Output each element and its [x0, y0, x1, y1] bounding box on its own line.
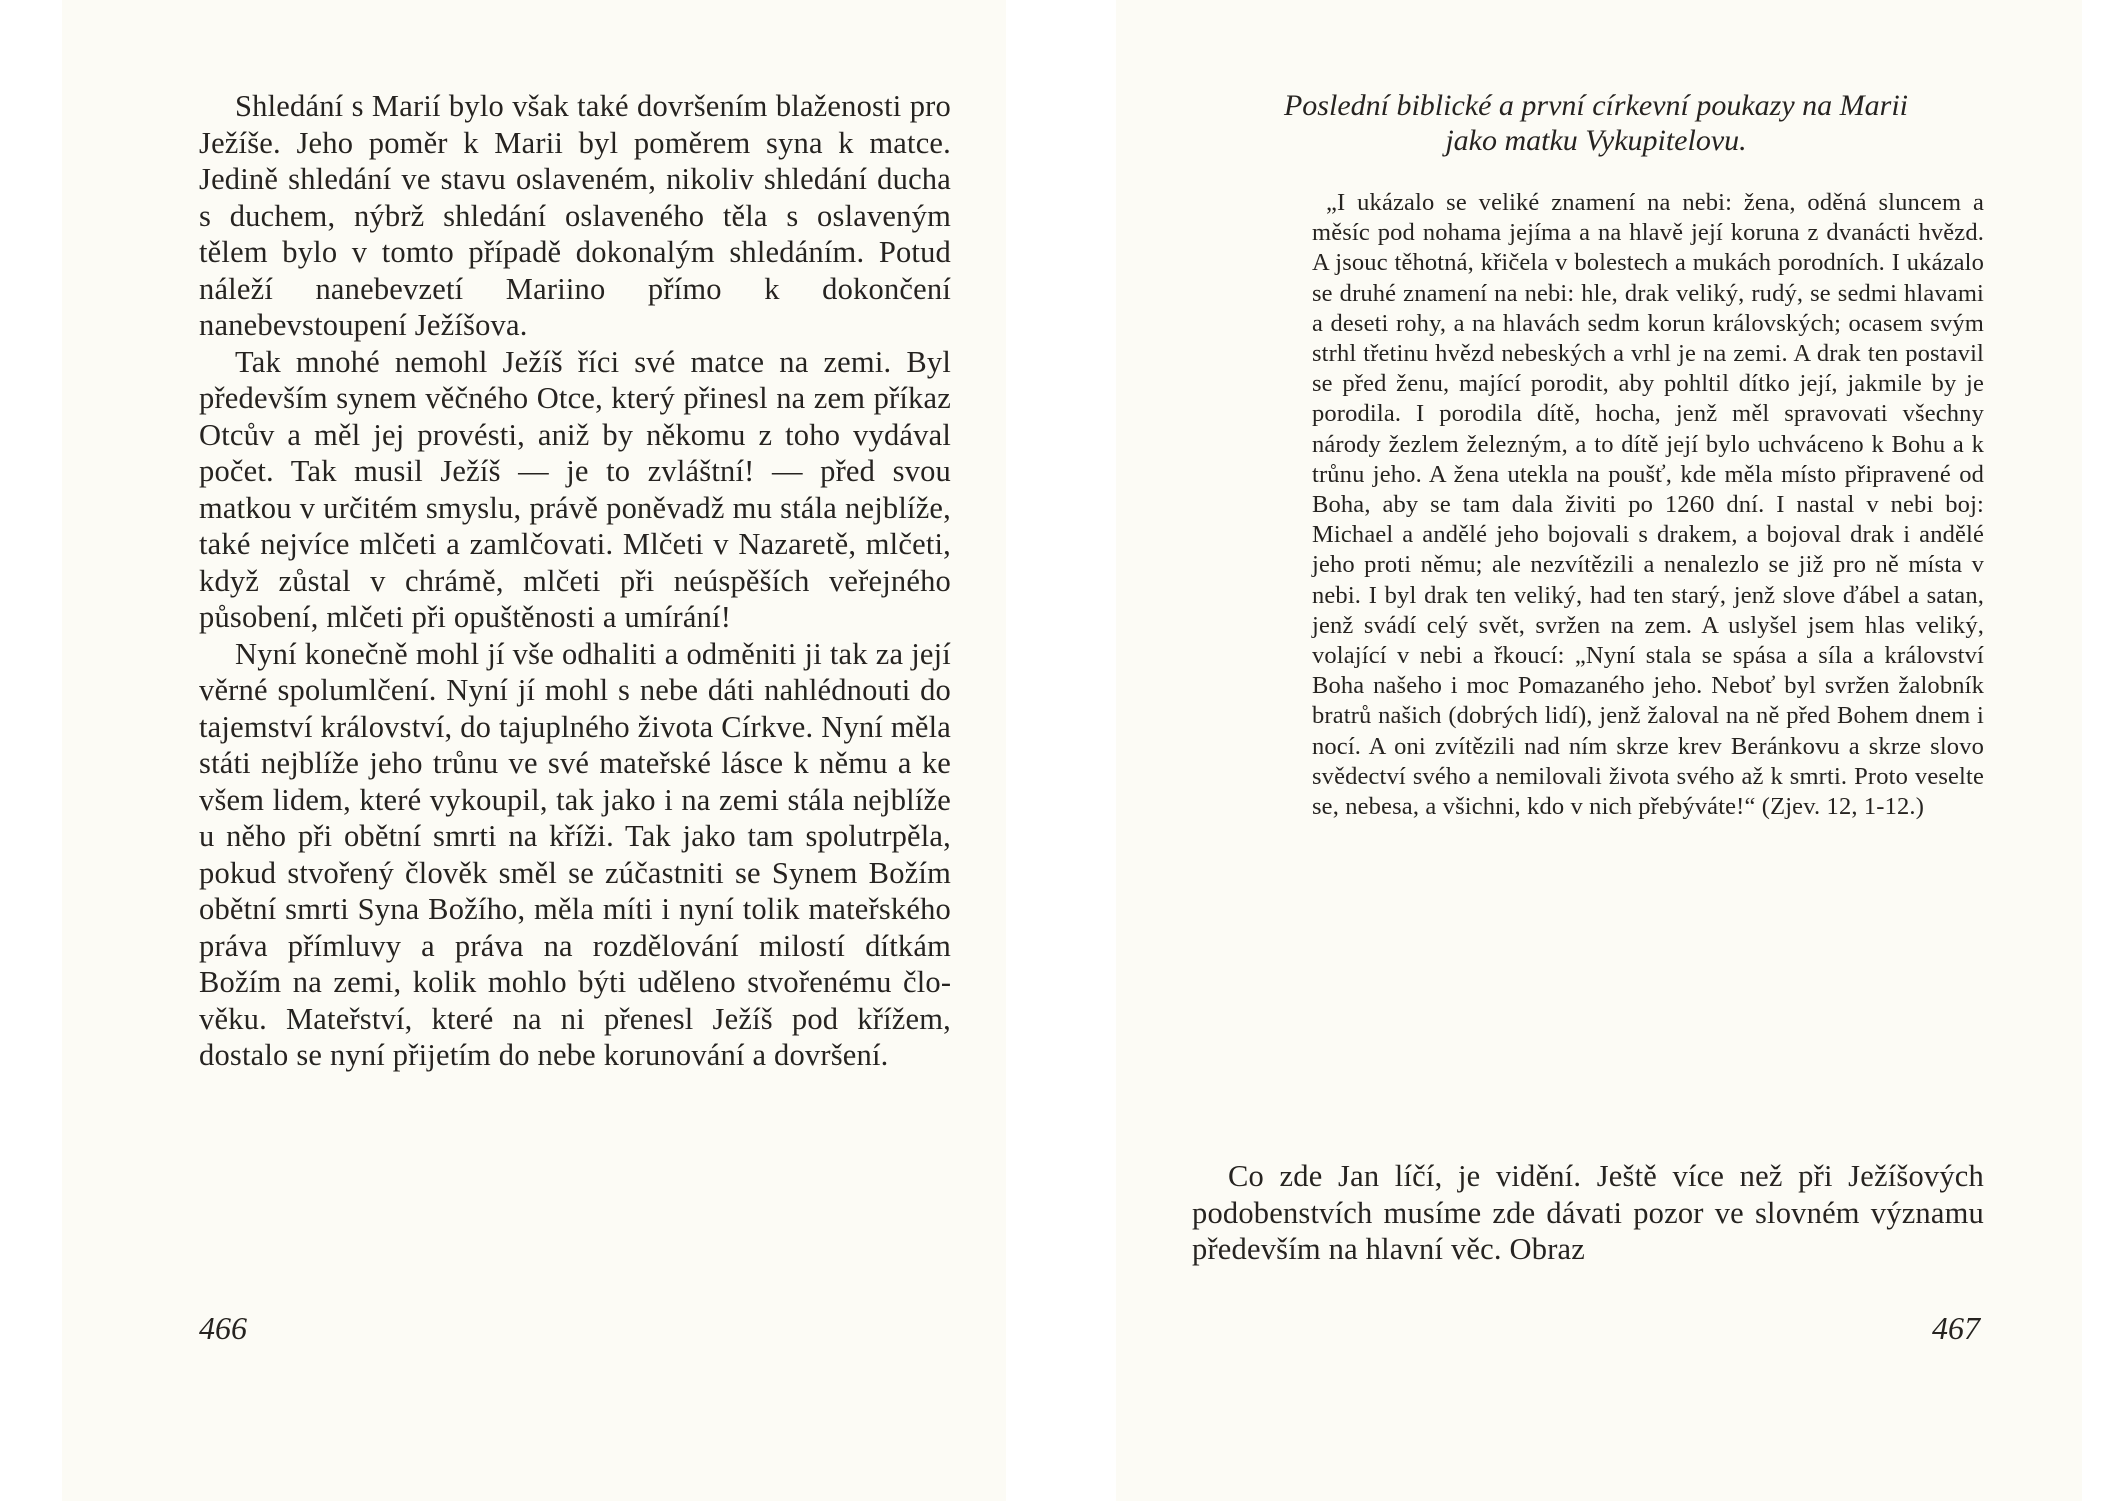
heading-line: jako matku Vykupitelovu. [1445, 124, 1747, 157]
paragraph: Tak mnohé nemohl Ježíš říci své matce na zemi. Byl především synem věčného Otce, který přinesl na zem příkaz Otcův a měl jej provésti, aniž by někomu z toho vydával počet. Tak musil Ježíš — je to zvláštní! — před svou matkou v určitém smyslu, právě poněvadž mu stála nejblíže, také nejvíce mlčeti a zamlčovati. Mlčeti v Nazaretě, mlčeti, když zůstal v chrámě, mlčeti při neúspěších veřejného působení, mlčeti při opuštěnosti a umírání! [199, 344, 951, 634]
heading-line: Poslední biblické a první církevní poukazy na Marii [1283, 89, 1908, 122]
right-page-body [1192, 1158, 1984, 1268]
quote-text: „I ukázalo se veliké znamení na nebi: žena, oděná sluncem a měsíc pod nohama jejíma a na hlavě její koruna z dvanácti hvězd. A jsouc těhotná, křičela v bolestech a mukách porodních. I ukázalo se druhé znamení na nebi: hle, drak veliký, rudý, se sedmi hlavami a deseti rohy, a na hlavách sedm korun královských; ocasem svým strhl třetinu hvězd nebeských a vrhl je na zemi. A drak ten postavil se před ženu, mající porodit, aby pohltil dítko její, jakmile by je porodila. I porodila dítě, hocha, jenž měl spravovati všechny národy žezlem železným, a to dítě její bylo uchváceno k Bohu a k trůnu jeho. A žena utekla na poušť, kde měla místo připravené od Boha, aby se tam dala živiti po 1260 dní. I nastal v nebi boj: Michael a andělé jeho bojovali s drakem, a bojoval drak i andělé jeho proti němu; ale nezvítězili a nenalezlo se již pro ně místa v nebi. I byl drak ten veliký, had ten starý, jenž slove ďábel a satan, jenž svádí celý svět, svržen na zem. A uslyšel jsem hlas veliký, volající v nebi a řkoucí: „Nyní stala se spása a síla a království Boha našeho i moc Pomazaného jeho. Neboť byl svržen žalobník bratrů našich (dobrých lidí), jenž žaloval na ně před Bohem dnem i nocí. A oni zvítězili nad ním skrze krev Beránkovu a skrze slovo svědectví svého a nemilovali života svého až k smrti. Proto veselte se, nebesa, a všichni, kdo v nich přebýváte!“ (Zjev. 12, 1-12.) [1312, 189, 1984, 821]
left-page [62, 0, 1006, 1501]
scripture-quote [1312, 188, 1984, 822]
paragraph: Nyní konečně mohl jí vše odhaliti a odměniti ji tak za její věrné spolumlčení. Nyní jí mohl s nebe dáti nahlédnouti do tajemství království, do tajuplného života Církve. Nyní měla státi nejblíže jeho trůnu ve své mateřské lásce k němu a ke všem lidem, které vykoupil, tak jako i na zemi stála nejblíže u něho při obětní smrti na kříži. Tak jako tam spolutrpěla, pokud stvořený člověk směl se zúčastniti se Synem Božím obětní smrti Syna Božího, měla míti i nyní tolik mateřského práva přímluvy a práva na rozdělování milostí dítkám Božím na zemi, kolik mohlo býti uděleno stvořenému člověku. Mateřství, které na ni přenesl Ježíš pod křížem, dostalo se nyní přijetím do nebe korunování a dovršení. [199, 636, 951, 1072]
paragraph: Co zde Jan líčí, je vidění. Ještě více než při Ježíšových podobenstvích musíme zde dávati pozor ve slovném významu především na hlavní věc. Obraz [1192, 1159, 1984, 1266]
section-heading [1166, 88, 2026, 158]
page-number: 466 [199, 1310, 247, 1346]
page-number: 467 [1932, 1310, 1980, 1346]
right-page [1116, 0, 2082, 1501]
paragraph: Shledání s Marií bylo však také dovršením blaženosti pro Ježíše. Jeho poměr k Marii byl poměrem syna k matce. Jedině shledání ve stavu oslaveném, nikoliv shledání ducha s duchem, nýbrž shledání oslaveného těla s oslaveným tělem bylo v tomto případě dokonalým shledáním. Potud náleží nanebevzetí Mariino přímo k dokončení nanebevstoupení Ježíšova. [199, 89, 951, 342]
left-page-body [199, 88, 951, 1074]
